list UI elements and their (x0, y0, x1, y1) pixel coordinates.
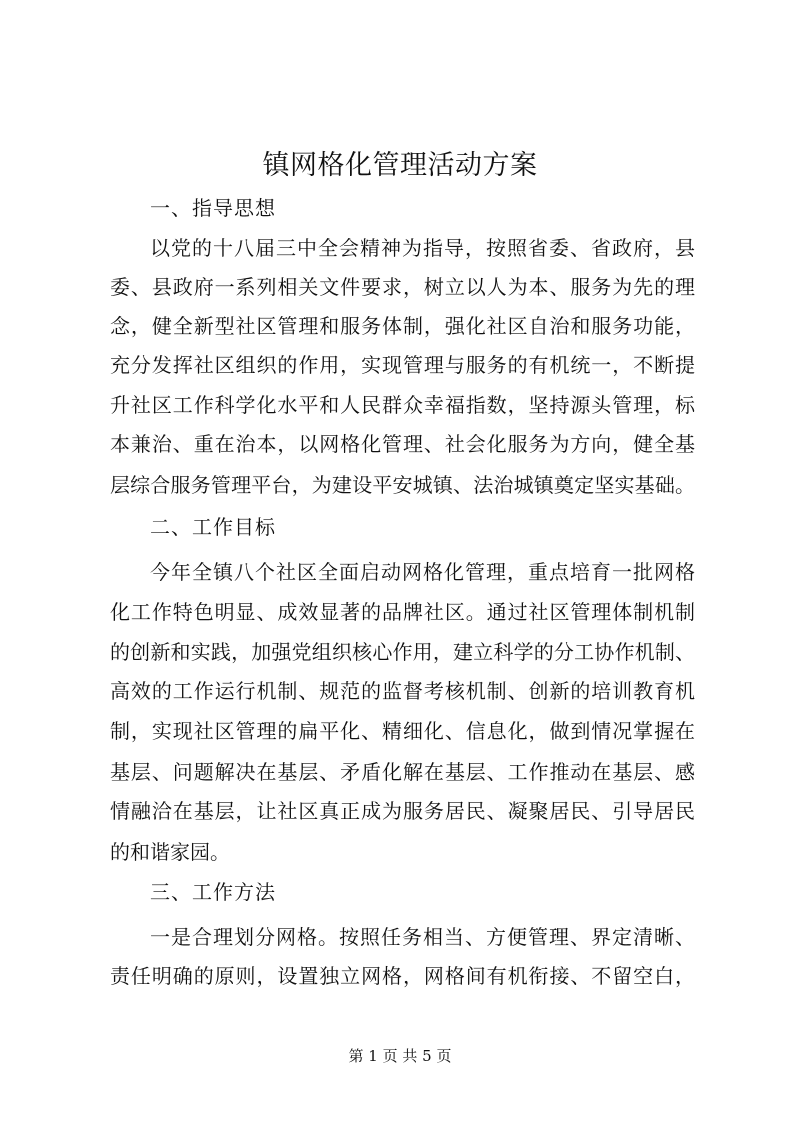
paragraph-line: 制，实现社区管理的扁平化、精细化、信息化，做到情况掌握在 (110, 719, 695, 743)
section-heading-3: 三、工作方法 (150, 880, 276, 904)
paragraph-line: 委、县政府一系列相关文件要求，树立以人为本、服务为先的理 (110, 275, 695, 299)
paragraph-line: 情融洽在基层，让社区真正成为服务居民、凝聚居民、引导居民 (110, 799, 695, 823)
paragraph-line: 本兼治、重在治本，以网格化管理、社会化服务为方向，健全基 (110, 432, 695, 456)
paragraph-line: 的和谐家园。 (110, 840, 230, 864)
paragraph-line: 一是合理划分网格。按照任务相当、方便管理、界定清晰、 (150, 925, 695, 949)
document-title: 镇网格化管理活动方案 (262, 150, 538, 181)
paragraph-line: 充分发挥社区组织的作用，实现管理与服务的有机统一，不断提 (110, 353, 695, 377)
paragraph-line: 层综合服务管理平台，为建设平安城镇、法治城镇奠定坚实基础。 (110, 473, 695, 497)
paragraph-line: 升社区工作科学化水平和人民群众幸福指数，坚持源头管理，标 (110, 393, 695, 417)
paragraph-line: 化工作特色明显、成效显著的品牌社区。通过社区管理体制机制 (110, 600, 695, 624)
paragraph-line: 高效的工作运行机制、规范的监督考核机制、创新的培训教育机 (110, 679, 695, 703)
paragraph-line: 以党的十八届三中全会精神为指导，按照省委、省政府，县 (150, 236, 695, 260)
section-heading-2: 二、工作目标 (150, 515, 276, 539)
page-number-footer: 第 1 页 共 5 页 (348, 1047, 452, 1065)
paragraph-line: 的创新和实践，加强党组织核心作用，建立科学的分工协作机制、 (110, 640, 695, 664)
paragraph-line: 基层、问题解决在基层、矛盾化解在基层、工作推动在基层、感 (110, 760, 695, 784)
section-heading-1: 一、指导思想 (150, 196, 276, 220)
paragraph-line: 今年全镇八个社区全面启动网格化管理，重点培育一批网格 (150, 560, 695, 584)
paragraph-line: 责任明确的原则，设置独立网格，网格间有机衔接、不留空白， (110, 964, 695, 988)
paragraph-line: 念，健全新型社区管理和服务体制，强化社区自治和服务功能， (110, 314, 695, 338)
